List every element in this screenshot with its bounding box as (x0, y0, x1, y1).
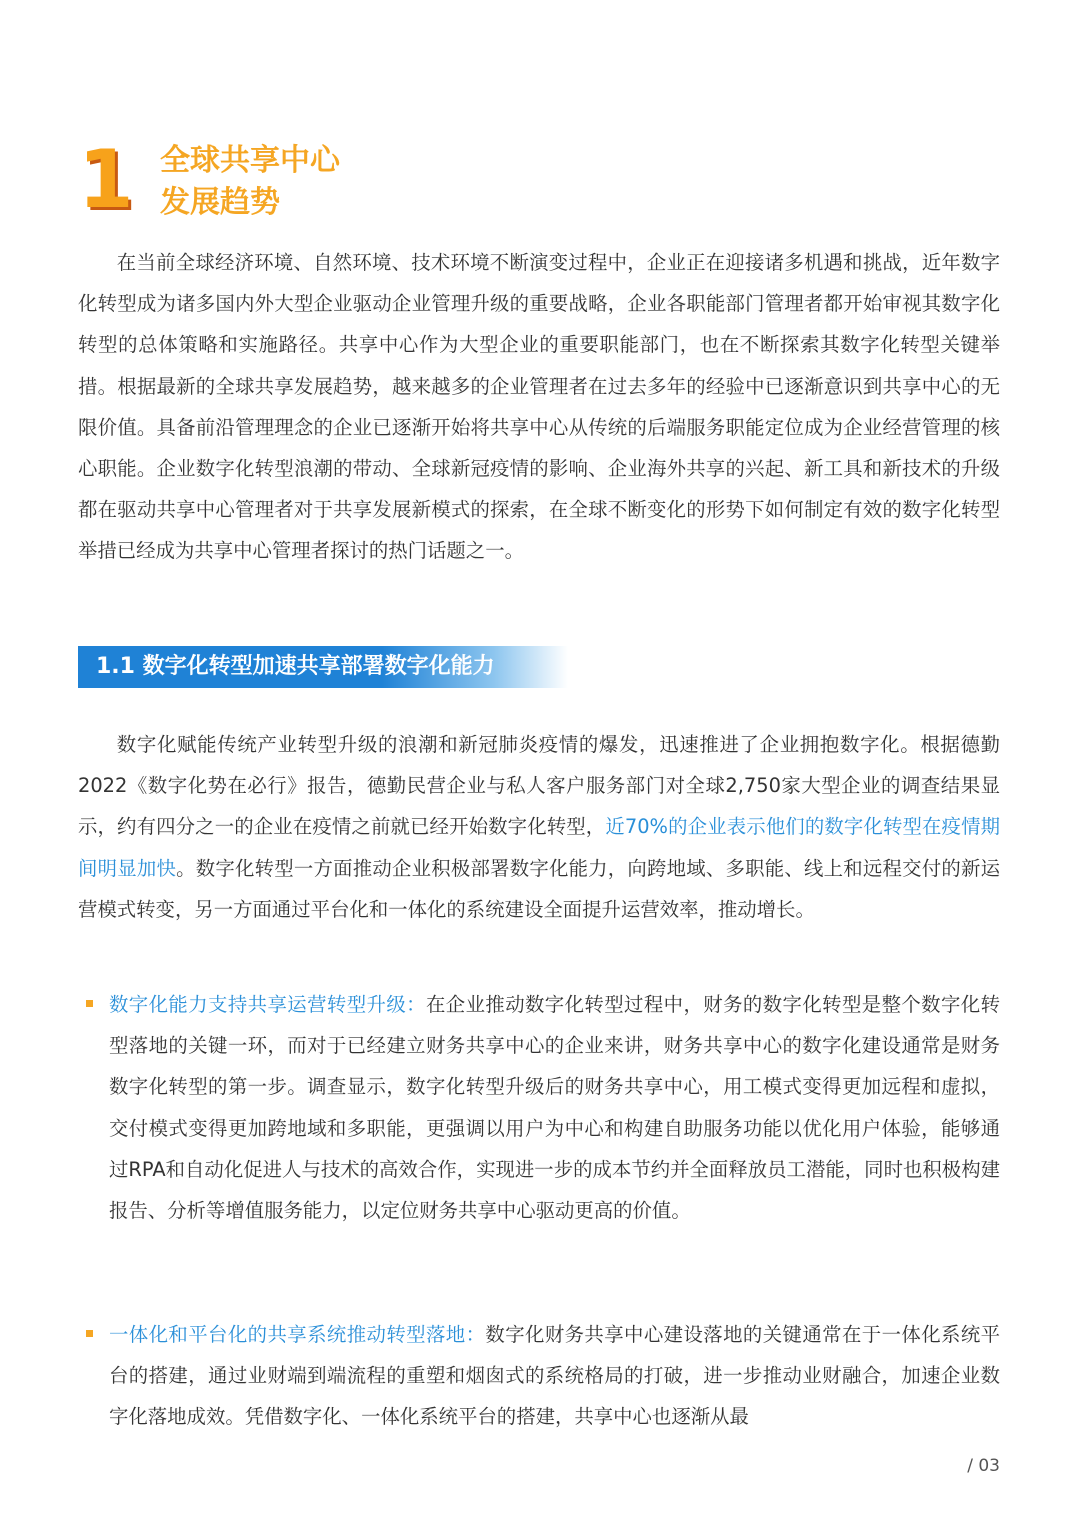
bullet-label: 一体化和平台化的共享系统推动转型落地： (109, 1323, 486, 1346)
bullet-body: 在企业推动数字化转型过程中，财务的数字化转型是整个数字化转型落地的关键一环，而对于已经建立财务共享中心的企业来讲，财务共享中心的数字化建设通常是财务数字化转型的第一步。调查显示，数字化转型升级后的财务共享中心，用工模式变得更加远程和虚拟，交付模式变得更加跨地域和多职能，更强调以用户为中心和构建自助服务功能以优化用户体验，能够通过RPA和自动化促进人与技术的高效合作，实现进一步的成本节约并全面释放员工潜能，同时也积极构建报告、分析等增值服务能力，以定位财务共享中心驱动更高的价值。 (109, 993, 1001, 1223)
chapter-number: 1 (78, 133, 134, 226)
bullet-label: 数字化能力支持共享运营转型升级： (109, 993, 426, 1016)
chapter-title (160, 140, 340, 224)
page-number: / 03 (967, 1456, 1000, 1476)
highlighted-statistic: 近70%的企业表示他们的数字化转型在疫情期间明显加快 (78, 815, 1000, 880)
bullet-paragraph (109, 1314, 1000, 1438)
chapter-title-line-1: 全球共享中心 (160, 143, 340, 178)
intro-paragraph: 在当前全球经济环境、自然环境、技术环境不断演变过程中，企业正在迎接诸多机遇和挑战，近年数字化转型成为诸多国内外大型企业驱动企业管理升级的重要战略，企业各职能部门管理者都开始审视其数字化转型的总体策略和实施路径。共享中心作为大型企业的重要职能部门，也在不断探索其数字化转型关键举措。根据最新的全球共享发展趋势，越来越多的企业管理者在过去多年的经验中已逐渐意识到共享中心的无限价值。具备前沿管理理念的企业已逐渐开始将共享中心从传统的后端服务职能定位成为企业经营管理的核心职能。企业数字化转型浪潮的带动、全球新冠疫情的影响、企业海外共享的兴起、新工具和新技术的升级都在驱动共享中心管理者对于共享发展新模式的探索，在全球不断变化的形势下如何制定有效的数字化转型举措已经成为共享中心管理者探讨的热门话题之一。 (78, 251, 1000, 563)
section-paragraph (78, 724, 1000, 930)
bullet-item (86, 984, 1000, 1231)
section-heading-bar (78, 646, 568, 688)
bullet-paragraph (109, 984, 1000, 1231)
bullet-body: 数字化财务共享中心建设落地的关键通常在于一体化系统平台的搭建，通过业财端到端流程的重塑和烟囱式的系统格局的打破，进一步推动业财融合，加速企业数字化落地成效。凭借数字化、一体化系统平台的搭建，共享中心也逐渐从最 (109, 1323, 1001, 1429)
square-bullet-icon (86, 1000, 93, 1007)
section-title: 1.1 数字化转型加速共享部署数字化能力 (96, 654, 495, 679)
section-paragraph-text-end: 。数字化转型一方面推动企业积极部署数字化能力，向跨地域、多职能、线上和远程交付的新运营模式转变，另一方面通过平台化和一体化的系统建设全面提升运营效率，推动增长。 (78, 856, 1001, 921)
section-paragraph-text: 数字化赋能传统产业转型升级的浪潮和新冠肺炎疫情的爆发，迅速推进了企业拥抱数字化。根据德勤2022《数字化势在必行》报告，德勤民营企业与私人客户服务部门对全球2,750家大型企业的调查结果显示，约有四分之一的企业在疫情之前就已经开始数字化转型， (78, 733, 1000, 839)
bullet-item (86, 1314, 1000, 1438)
chapter-title-line-2: 发展趋势 (160, 185, 280, 220)
square-bullet-icon (86, 1330, 93, 1337)
